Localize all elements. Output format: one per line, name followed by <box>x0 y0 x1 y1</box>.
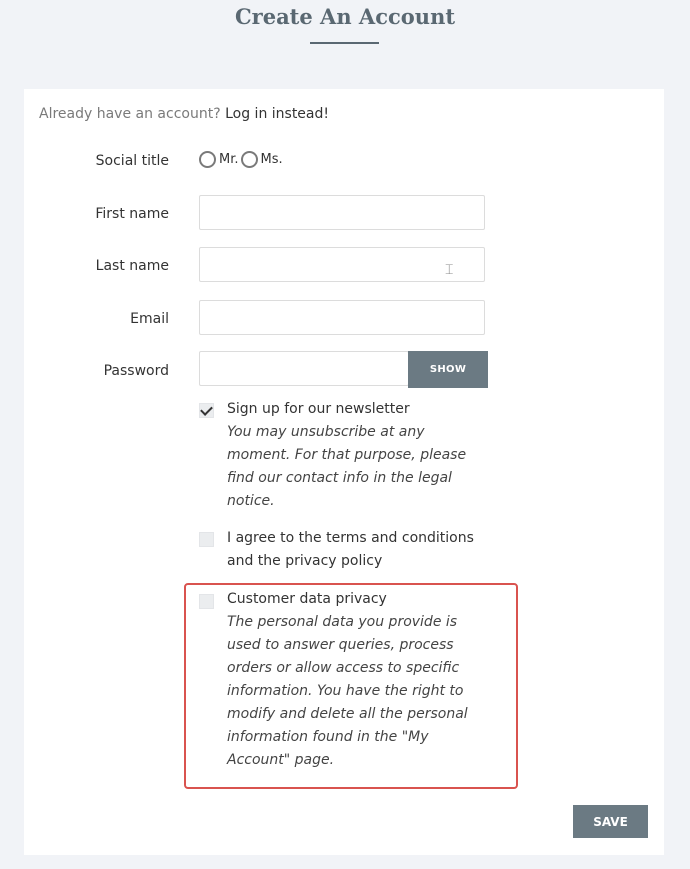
newsletter-checkbox[interactable] <box>199 403 214 418</box>
radio-ms[interactable] <box>241 151 258 168</box>
newsletter-note: You may unsubscribe at any moment. For that purpose, please find our contact info in the legal notice. <box>227 424 467 509</box>
newsletter-label: Sign up for our newsletter <box>227 401 410 417</box>
privacy-note: The personal data you provide is used to answer queries, process orders or allow access to specific information. You have the right to modify and delete all the personal information found in the "My Account" page. <box>227 614 468 768</box>
radio-option-ms[interactable] <box>241 151 283 168</box>
terms-checkbox[interactable] <box>199 532 214 547</box>
login-prompt-text: Already have an account? <box>39 106 221 122</box>
checkmark-icon <box>200 403 213 416</box>
social-title-radio-group <box>199 151 285 168</box>
page-title: Create An Account <box>234 4 456 29</box>
email-label: Email <box>130 311 169 327</box>
terms-option <box>227 527 479 573</box>
privacy-label: Customer data privacy <box>227 591 387 607</box>
privacy-checkbox[interactable] <box>199 594 214 609</box>
password-input[interactable] <box>199 351 409 386</box>
newsletter-option <box>227 398 479 513</box>
radio-ms-label: Ms. <box>260 152 283 167</box>
radio-option-mr[interactable] <box>199 151 239 168</box>
login-prompt <box>39 106 329 122</box>
terms-label: I agree to the terms and conditions and the privacy policy <box>227 530 474 569</box>
radio-mr-label: Mr. <box>219 152 239 167</box>
last-name-label: Last name <box>95 258 169 274</box>
first-name-label: First name <box>95 206 169 222</box>
last-name-input[interactable] <box>199 247 485 282</box>
radio-mr[interactable] <box>199 151 216 168</box>
title-underline <box>310 42 379 44</box>
login-link[interactable]: Log in instead! <box>225 106 329 122</box>
privacy-option <box>227 588 477 772</box>
save-button[interactable]: SAVE <box>573 805 648 838</box>
email-input[interactable] <box>199 300 485 335</box>
registration-card <box>24 89 664 855</box>
text-cursor-icon: ⌶ <box>445 262 454 278</box>
password-label: Password <box>103 363 169 379</box>
show-password-button[interactable]: SHOW <box>408 351 488 388</box>
first-name-input[interactable] <box>199 195 485 230</box>
social-title-label: Social title <box>95 153 169 169</box>
